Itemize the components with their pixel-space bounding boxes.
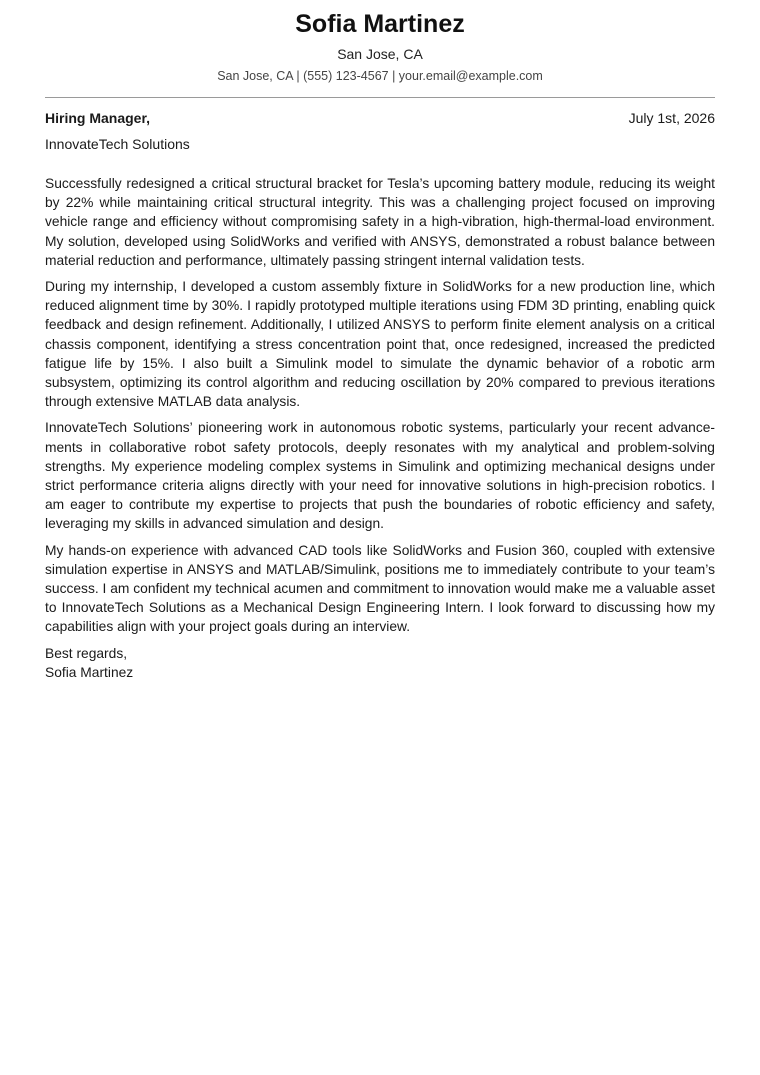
letter-header bbox=[45, 8, 715, 85]
signature-name: Sofia Martinez bbox=[45, 664, 134, 680]
applicant-name: Sofia Martinez bbox=[295, 10, 465, 38]
body-paragraph: InnovateTech Solutions’ pioneering work in autonomous robotic systems, particularly your recent advancements in collaborative robot safety protocols, deeply resonates with my analytical and problem-solving strengths. My experience modeling complex systems in Simulink and optimizing mechanical designs under strict performance criteria aligns directly with your need for innovative solutions in high-precision robotics. I am eager to contribute my expertise to projects that push the boundaries of robotic efficiency and safety, leveraging my skills in advanced simulation and design. bbox=[45, 420, 715, 532]
company-name: InnovateTech Solutions bbox=[45, 136, 190, 152]
letter-date: July 1st, 2026 bbox=[628, 110, 715, 126]
body-paragraph: Successfully redesigned a critical structural bracket for Tesla’s upcoming battery module, reducing its weight by 22% while maintaining critical structural integrity. This was a challenging project focused on improving vehicle range and efficiency without compromising safety in a high-vibration, high-thermal-load environment. My solution, developed using SolidWorks and verified with ANSYS, demonstrated a robust balance between material reduction and performance, ultimately passing stringent internal validation tests. bbox=[45, 176, 715, 268]
salutation-date-row bbox=[45, 108, 715, 128]
body-paragraph: My hands-on experience with advanced CAD tools like SolidWorks and Fusion 360, coupled with extensive simulation expertise in ANSYS and MATLAB/Simulink, positions me to immediately contribute to your team’s success. I am confident my technical acumen and commitment to innovation would make me a valuable asset to InnovateTech Solutions as a Mechanical Design Engineering Intern. I look forward to discussing how my capabilities align with your project goals during an interview. bbox=[45, 542, 715, 635]
body-paragraph: During my internship, I developed a custom assembly fixture in SolidWorks for a new production line, which reduced alignment time by 30%. I rapidly prototyped multiple iterations using FDM 3D printing, enabling quick feedback and design refinement. Additionally, I utilized ANSYS to perform finite element analysis on a critical chassis component, identifying a stress concentration point that, once redesigned, increased the predicted fatigue life by 15%. I also built a Simulink model to simulate the dynamic behavior of a robotic arm subsystem, optimizing its control algorithm and reducing oscillation by 20% compared to previous iterations through extensive MATLAB data analysis. bbox=[45, 279, 715, 410]
letter-closing bbox=[45, 644, 715, 682]
letter-body bbox=[45, 174, 715, 637]
applicant-location: San Jose, CA bbox=[337, 46, 423, 62]
salutation: Hiring Manager, bbox=[45, 110, 151, 126]
closing-phrase: Best regards, bbox=[45, 645, 128, 661]
contact-line: San Jose, CA | (555) 123-4567 | your.email@example.com bbox=[217, 69, 543, 83]
header-divider bbox=[45, 97, 715, 98]
